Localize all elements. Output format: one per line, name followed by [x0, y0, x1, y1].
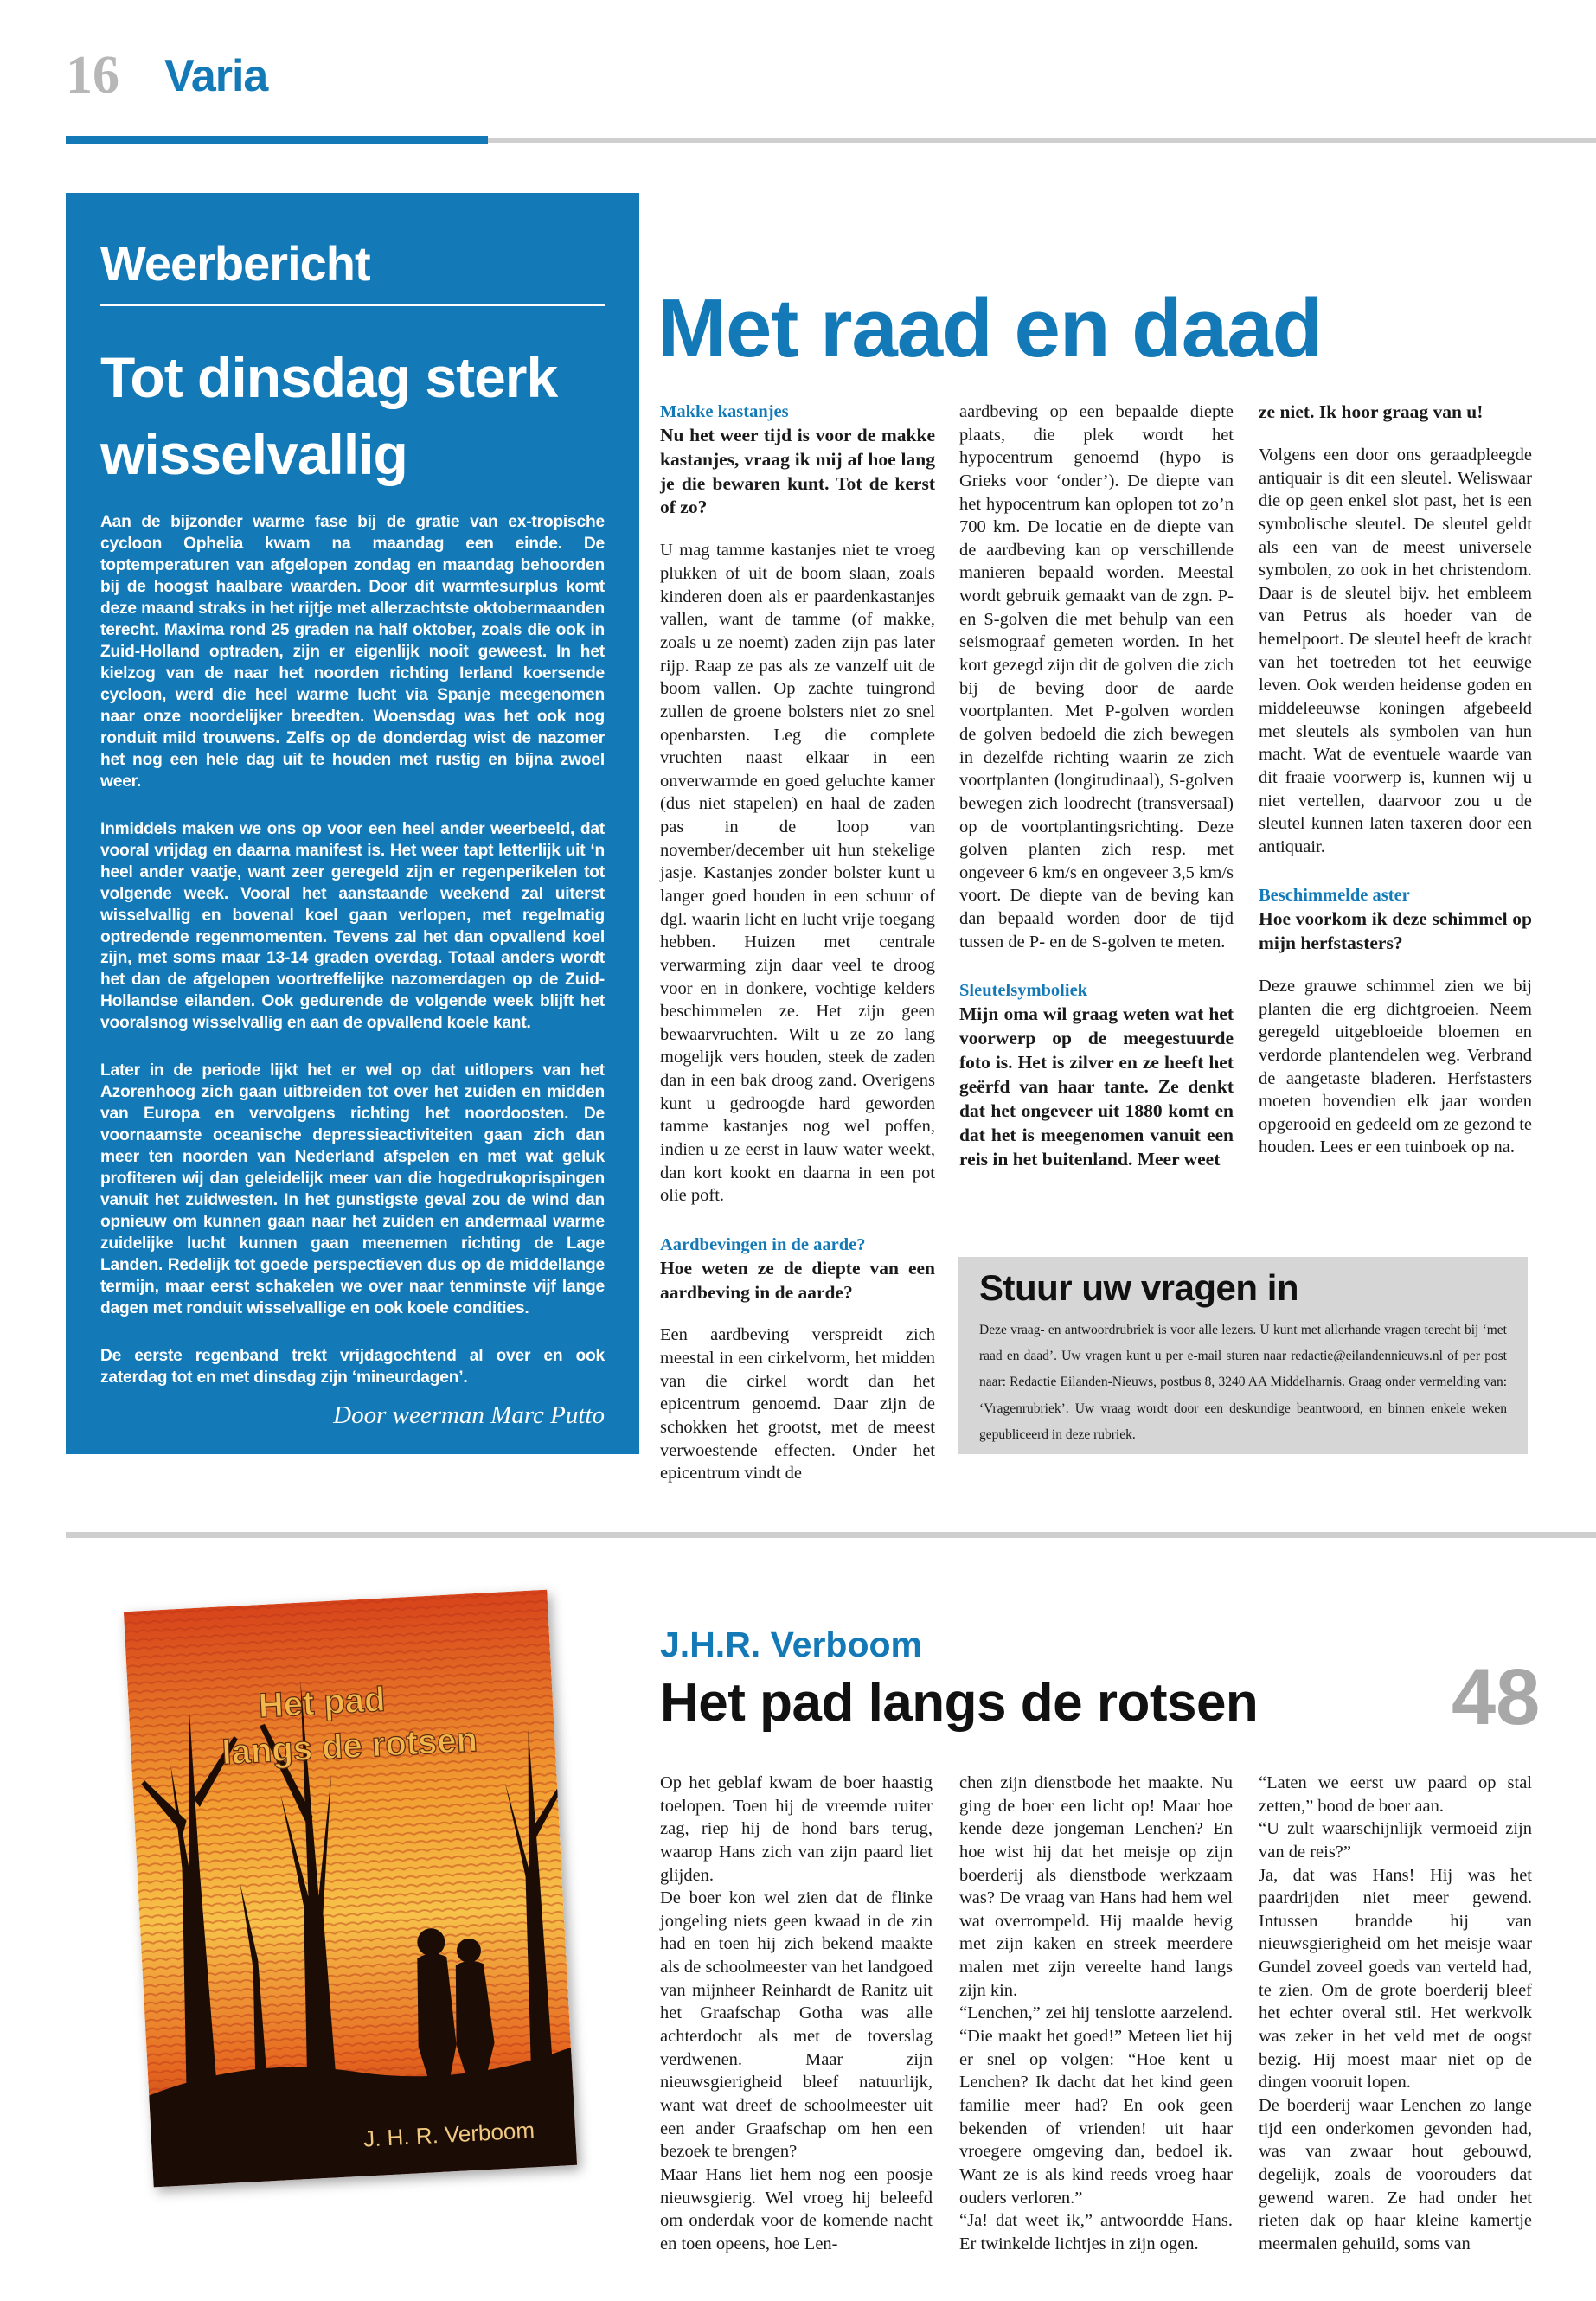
answer-text: Een aardbeving verspreidt zich meestal in een cirkelvorm, het midden van die cirkel wordt dan het epicentrum genoemd. Daar zijn de schokken het grootst, met de meest verwoestende effecten. Onder het epicentrum vindt de — [660, 1325, 935, 1484]
question-category: Sleutelsymboliek — [959, 981, 1088, 1001]
weather-headline: Tot dinsdag sterk wisselvallig — [100, 345, 558, 487]
serial-author: J.H.R. Verboom — [660, 1625, 923, 1664]
advice-headline: Met raad en daad — [657, 282, 1323, 375]
advice-column-1 — [660, 401, 935, 1485]
story-text: Op het geblaf kwam de boer haastig toelopen. Toen hij de vreemde ruiter zag, riep hij de hond bars terug, waarop Hans zich van zijn paard liet glijden. De boer kon wel zien dat de flinke jongeling niets geen kwaad in de zin had en toen hij zich bekend maakte als de schoolmeester van het landgoed van mijnheer Reinhardt de Ranitz uit het Graafschap Gotha was alle achterdocht als met de toverslag verdwenen. Maar zijn nieuwsgierigheid bleef natuurlijk, want wat dreef de schoolmeester uit een ander Graafschap om hen een bezoek te brengen? Maar Hans liet hem nog een poosje nieuwsgierig. Wel vroeg hij beleefd om onderdak voor de komende nacht en toen opeens, hoe Len- — [660, 1773, 933, 2253]
page-number: 16 — [66, 46, 119, 105]
question-category: Aardbevingen in de aarde? — [660, 1234, 866, 1254]
weather-paragraph: Later in de periode lijkt het er wel op dat uitlopers van het Azorenhoog zich gaan uitbreiden tot over het zuiden en midden van Europa en vervolgens richting het noordoosten. De voornaamste oceanische depressieactiviteiten gaan zich dan meer ten noorden van Nederland afspelen en met wat geluk profiteren wij dan geleidelijk meer van die hogedrukoprispingen vanuit het zuidwesten. In het gunstigste geval zou de wind dan opnieuw om kunnen gaan naar het zuiden en andermaal warme zuidelijke lucht kunnen gaan meenemen richting de Lage Landen. Redelijk tot goede perspectieven dus op de middellange termijn, maar eerst schakelen we over naar tenminste vijf lange dagen met ronduit wisselvallige en ook koele condities. — [100, 1061, 605, 1317]
book-cover-image — [124, 1590, 577, 2188]
story-column-3 — [1259, 1772, 1532, 2255]
weather-divider — [100, 304, 605, 306]
serial-title: Het pad langs de rotsen — [660, 1673, 1259, 1733]
story-column-2 — [959, 1772, 1233, 2255]
weather-paragraph: Aan de bijzonder warme fase bij de gratie van ex-tropische cycloon Ophelia kwam na maandag een einde. De toptemperaturen van afgelopen zondag en maandag behoorden bij de hoogst haalbare waarden. Door dit warmtesurplus komt deze maand straks in het rijtje met allerzachtste oktobermaanden terecht. Maxima rond 25 graden na half oktober, zoals die ook in Zuid-Holland optraden, zijn er eigenlijk nooit geweest. In het kielzog van de naar het noorden richting Ierland koersende cycloon, werd die heel warme lucht via Spanje meegenomen naar onze noordelijker breedten. Woensdag was het ook nog ronduit mild trouwens. Zelfs op de donderdag wist de nazomer het nog een hele dag uit te houden met rustig en bijna zwoel weer. — [100, 513, 605, 791]
header-rule-accent — [66, 136, 488, 144]
book-cover-title-line-1: Het pad — [257, 1680, 387, 1726]
story-text: “Laten we eerst uw paard op stal zetten,” bood de boer aan. “U zult waarschijnlijk vermoeid zijn van de reis?” Ja, dat was Hans! Hij was het paardrijden niet meer gewend. Intussen brandde hij van nieuwsgierigheid om het meisje waar Gundel zoveel goeds van verteld had, te zien. Om de grote boerderij bleef het echter overal stil. Het werkvolk was zeker in het veld met de oogst bezig. Hij moest maar niet op de dingen vooruit lopen. De boerderij waar Lenchen zo lange tijd een onderkomen gevonden had, was van zwaar hout gebouwd, degelijk, zoals de voorouders dat gewend waren. Ze had onder het rieten dak op haar kleine kamertje meermalen gehuild, soms van — [1259, 1773, 1532, 2253]
question-text: Hoe weten ze de diepte van een aardbeving in de aarde? — [660, 1257, 935, 1303]
question-category: Beschimmelde aster — [1259, 886, 1410, 906]
answer-text: Deze grauwe schimmel zien we bij planten die erg dichtgroeien. Neem geregeld uitgebloeide bloemen en verdorde plantendelen weg. Verbrand de aangetaste bladeren. Herfstasters moeten bovendien elk jaar worden opgerooid en gedeeld om ze gezond te houden. Lees er een tuinboek op na. — [1259, 976, 1532, 1157]
header-rule — [488, 138, 1596, 143]
weather-byline: Door weerman Marc Putto — [333, 1400, 605, 1429]
question-category: Makke kastanjes — [660, 402, 789, 421]
submit-questions-text: Deze vraag- en antwoordrubriek is voor alle lezers. U kunt met allerhande vragen terecht bij ‘met raad en daad’. Uw vragen kunt u per e-mail sturen naar redactie@eilandennieuws.nl of per post naar: Redactie Eilanden-Nieuws, postbus 8, 3240 AA Middelharnis. Graag onder vermelding van: ‘Vragenrubriek’. Uw vraag wordt door een deskundige beantwoord, en binnen enkele weken gepubliceerd in deze rubriek. — [979, 1323, 1507, 1442]
section-divider — [66, 1532, 1596, 1538]
submit-questions-title: Stuur uw vragen in — [979, 1267, 1299, 1308]
question-text: Mijn oma wil graag weten wat het voorwerp op de meegestuurde foto is. Het is zilver en ze heeft het geërfd van haar tante. Ze denkt dat het ongeveer uit 1880 komt en dat het is meegenomen vanuit een reis in het buitenland. Meer weet — [959, 1003, 1234, 1170]
book-cover-illustration — [124, 1590, 577, 2188]
story-column-1 — [660, 1772, 933, 2255]
question-text: ze niet. Ik hoor graag van u! — [1259, 401, 1484, 422]
answer-text: Volgens een door ons geraadpleegde antiquair is dit een sleutel. Weliswaar die op geen enkel slot past, het is een symbolische sleutel. De sleutel geldt als een van de meest universele symbolen, zo ook in het christendom. Daar is de sleutel bijv. het embleem van Petrus als hoeder van de hemelpoort. De sleutel heeft de kracht van het toetreden tot het eeuwige leven. Ook werden heidense goden en middeleeuwse koningen afgebeeld met sleutels als symbolen van hun macht. Wat de eventuele waarde van dit fraaie voorwerp is, kunnen wij u niet vertellen, daarvoor zou u de sleutel kunnen laten taxeren door een antiquair. — [1259, 445, 1532, 856]
weather-paragraph: De eerste regenband trekt vrijdagochtend al over en ook zaterdag tot en met dinsdag zijn ‘mineurdagen’. — [100, 1346, 605, 1387]
question-text: Hoe voorkom ik deze schimmel op mijn herfstasters? — [1259, 908, 1532, 954]
story-text: chen zijn dienstbode het maakte. Nu ging de boer een licht op! Maar hoe kende deze jongeman Lenchen? En hoe wist hij dat het meisje op zijn boerderij als dienstbode werkzaam was? De vraag van Hans had hem wel wat overrompeld. Hij maalde hevig met zijn kaken en streek meerdere malen met zijn vereelte hand langs zijn kin. “Lenchen,” zei hij tenslotte aarzelend. “Die maakt het goed!” Meteen liet hij er snel op volgen: “Hoe kent u Lenchen? Ik dacht dat het kind geen familie meer had? En ook geen bekenden of vrienden! uit haar vroegere omgeving dan, bedoel ik. Want ze is als kind reeds vroeg haar ouders verloren.” “Ja! dat weet ik,” antwoordde Hans. Er twinkelde lichtjes in zijn ogen. — [959, 1773, 1233, 2253]
advice-column-2 — [959, 401, 1234, 1191]
advice-column-3 — [1259, 401, 1532, 1159]
book-cover-title-line-2: langs de rotsen — [221, 1721, 478, 1772]
submit-questions-box — [958, 1257, 1528, 1454]
episode-number: 48 — [1452, 1653, 1541, 1741]
section-title: Varia — [164, 51, 268, 101]
weather-paragraph: Inmiddels maken we ons op voor een heel ander weerbeeld, dat vooral vrijdag en daarna manifest is. Het weer tapt letterlijk uit ‘n heel ander vaatje, want zeer geregeld zijn er regenperikelen tot volgende week. Vooral het aanstaande weekend zal uiterst wisselvallig en bovenal koel gaan verlopen, met regelmatig optredende regenmomenten. Tevens zal het dan opvallend koel zijn, met soms maar 13-14 graden overdag. Totaal anders wordt het dan de afgelopen voortreffelijke nazomerdagen op de Zuid-Hollandse eilanden. Ook gedurende de volgende week blijft het vooralsnog wisselvallig en aan de opvallend koele kant. — [100, 819, 605, 1033]
answer-text: aardbeving op een bepaalde diepte plaats, die plek wordt het hypocentrum genoemd (hypo is Grieks voor ‘onder’). De diepte van het hypocentrum kan oplopen tot zo’n 700 km. De locatie en de diepte van de aardbeving kan op verschillende manieren bepaald worden. Meestal wordt gebruik gemaakt van de zgn. P- en S-golven die met behulp van een seismograaf gemeten worden. In het kort gezegd zijn dit de golven die zich bij de beving door de aarde voortplanten. Met P-golven worden de golven bedoeld die zich bewegen in dezelfde richting waarin ze zich voortplanten (longitudinaal), S-golven bewegen zich loodrecht (transversaal) op de voortplantingsrichting. Deze golven planten zich resp. met ongeveer 6 km/s en ongeveer 3,5 km/s voort. De diepte van de beving kan dan bepaald worden door de tijd tussen de P- en de S-golven te meten. — [959, 402, 1234, 952]
answer-text: U mag tamme kastanjes niet te vroeg plukken of uit de boom slaan, zoals kinderen doen als er paardenkastanjes vallen, want de tamme (of makke, zoals u ze noemt) zaden zijn pas later rijp. Raap ze pas als ze vanzelf uit de boom vallen. Op zachte tuingrond zullen de groene bolsters niet zo snel openbarsten. Leg die complete vruchten naast elkaar in een onverwarmde en goed geluchte kamer (dus niet stapelen) en haal de zaden pas in de loop van november/december uit hun stekelige jasje. Kastanjes zonder bolster kunt u langer goed houden in een schuur of dgl. waarin licht en lucht vrije toegang hebben. Huizen met centrale verwarming zijn daar veel te droog voor en in donkere, vochtige kelders beschimmelen ze. Het zijn geen bewaarvruchten. Wilt u ze zo lang mogelijk vers houden, steek de zaden dan in een bak droog zand. Overigens kunt u gedroogde hard geworden tamme kastanjes nog wel poffen, indien u ze eerst in lauw water weekt, dan kort kookt en daarna in een pot olie poft. — [660, 541, 935, 1206]
book-cover-author: J. H. R. Verboom — [362, 2117, 535, 2152]
weather-box — [66, 193, 639, 1454]
weather-label: Weerbericht — [100, 236, 370, 291]
question-text: Nu het weer tijd is voor de makke kastanjes, vraag ik mij af hoe lang je die bewaren kunt. Tot de kerst of zo? — [660, 424, 935, 518]
